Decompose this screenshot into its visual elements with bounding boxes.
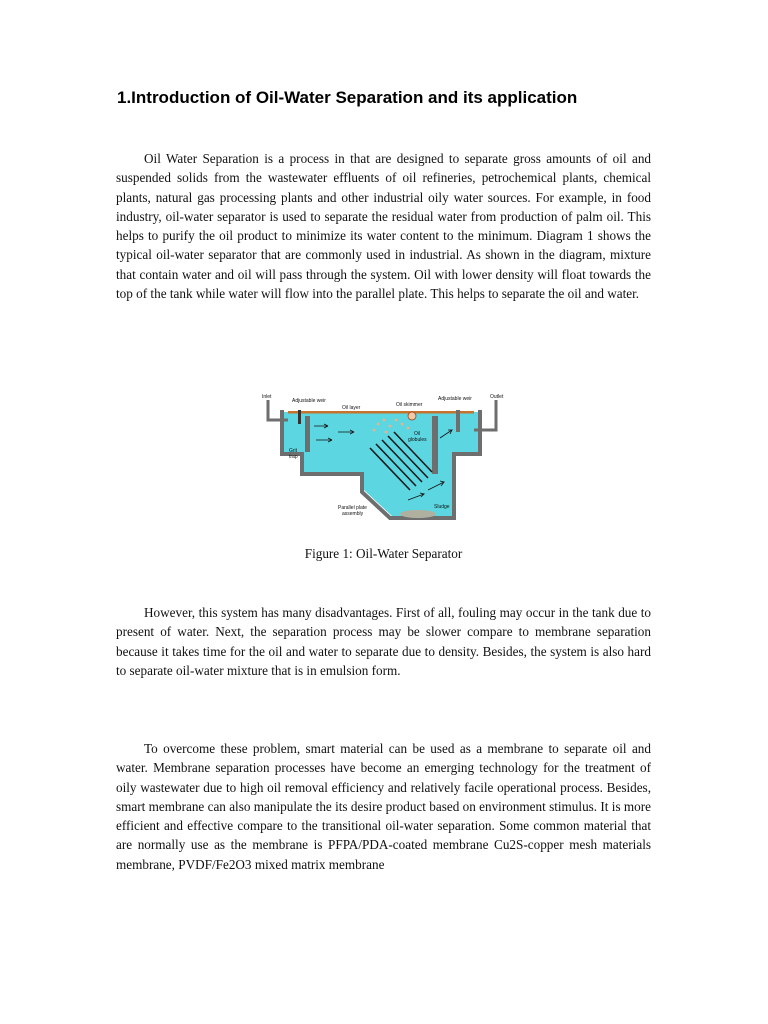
disadvantages-paragraph: However, this system has many disadvantages. First of all, fouling may occur in the tank due to present of water. Next, the separation process may be slower compare to membrane separation because it takes time for the oil and water to separate due to density. Besides, the system is also hard to separate oil-water mixture that is in emulsion form.	[116, 605, 651, 678]
label-parallel-plate-1: Parallel plate	[338, 505, 367, 511]
label-adjustable-weir-right: Adjustable weir	[438, 396, 472, 402]
label-grit-trap-1: Grit	[289, 448, 298, 454]
label-grit-trap-2: trap	[289, 454, 298, 460]
center-baffle	[432, 416, 438, 474]
left-baffle	[305, 416, 310, 452]
water-body	[284, 412, 478, 516]
label-oil-layer: Oil layer	[342, 405, 361, 411]
label-inlet: Inlet	[262, 394, 272, 400]
right-weir	[456, 410, 460, 432]
label-outlet: Outlet	[490, 394, 504, 400]
label-oil-globules-1: Oil	[414, 431, 421, 437]
section-heading: 1.Introduction of Oil-Water Separation and its application	[117, 88, 578, 107]
smart-membrane-paragraph: To overcome these problem, smart material can be used as a membrane to separate oil and water. Membrane separation processes have become an emerging technology for the treatment of oily wastewater due to high oil removal efficiency and relatively facile operational process. Besides, smart membrane can also manipulate the its desire product based on environment stimulus. It is more efficient and effective compare to the transitional oil-water separation. Some common material that are normally use as the membrane is PFPA/PDA-coated membrane Cu2S-copper mesh materials membrane, PVDF/Fe2O3 mixed matrix membrane	[116, 741, 651, 872]
left-weir	[298, 410, 301, 424]
sludge	[400, 510, 436, 518]
oil-skimmer	[408, 412, 416, 420]
label-oil-skimmer: Oil skimmer	[396, 402, 423, 408]
figure-caption: Figure 1: Oil-Water Separator	[304, 546, 463, 561]
intro-paragraph: Oil Water Separation is a process in that are designed to separate gross amounts of oil and suspended solids from the wastewater effluents of oil refineries, petrochemical plants, chemical plants, natural gas processing plants and other industrial oily water sources. For example, in food industry, oil-water separator is used to separate the residual water from production of palm oil. This helps to purify the oil product to minimize its water content to the minimum. Diagram 1 shows the typical oil-water separator that are commonly used in industrial. As shown in the diagram, mixture that contain water and oil will pass through the system. Oil with lower density will float towards the top of the tank while water will flow into the parallel plate. This helps to separate the oil and water.	[116, 151, 651, 302]
label-oil-globules-2: globules	[408, 437, 427, 443]
oil-water-separator-diagram	[258, 390, 510, 522]
label-parallel-plate-2: assembly	[342, 511, 364, 517]
label-adjustable-weir-left: Adjustable weir	[292, 398, 326, 404]
oil-layer	[288, 411, 474, 414]
label-sludge: Sludge	[434, 504, 450, 510]
